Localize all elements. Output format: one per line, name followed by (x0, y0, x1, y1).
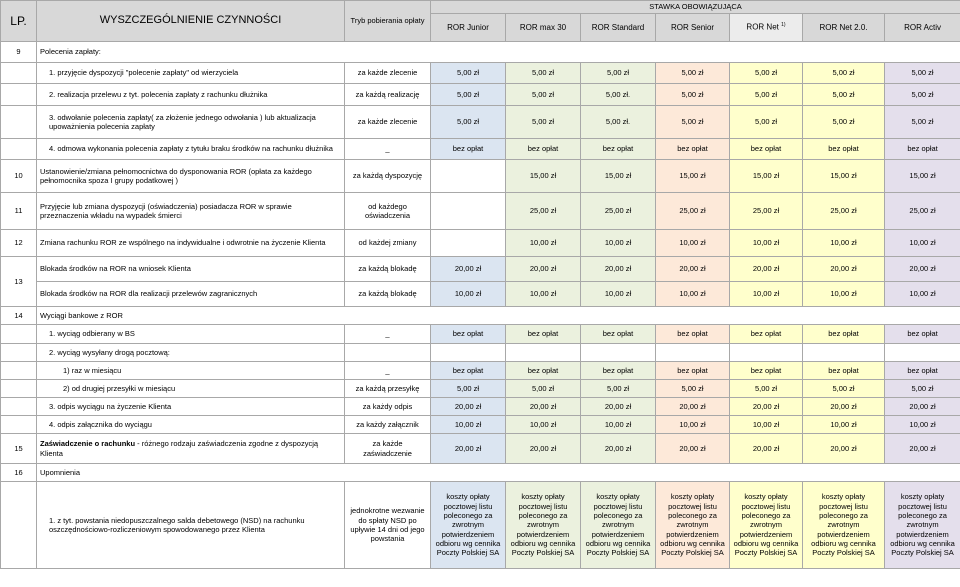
table-row (1, 63, 960, 84)
fee-cell: 15,00 zł (803, 160, 885, 193)
fee-cell: bez opłat (581, 139, 656, 160)
col-ror-senior: ROR Senior (656, 14, 730, 42)
fee-cell: 20,00 zł (506, 434, 581, 464)
fee-cell: 20,00 zł (431, 398, 506, 416)
fee-cell: 5,00 zł (885, 106, 960, 139)
fee-cell: 20,00 zł (803, 398, 885, 416)
fee-cell: bez opłat (803, 325, 885, 344)
lp-9: 9 (1, 42, 37, 63)
fee-cell: 25,00 zł (803, 193, 885, 230)
fee-cell: bez opłat (730, 362, 803, 380)
table-row (1, 84, 960, 106)
section-title-polecenia: Polecenia zapłaty: (37, 42, 960, 63)
fee-cell: 20,00 zł (730, 434, 803, 464)
row-desc: 3. odwołanie polecenia zapłaty( za złożenie jednego odwołania ) lub aktualizacja upoważnienia polecenia zapłaty (37, 106, 345, 139)
fee-cell: 10,00 zł (730, 230, 803, 257)
row-desc: 4. odpis załącznika do wyciągu (37, 416, 345, 434)
fee-cell: 5,00 zł (656, 106, 730, 139)
fee-cell: koszty opłaty pocztowej listu poleconego za zwrotnym potwierdzeniem odbioru wg cennika Poczty Polskiej SA (581, 482, 656, 569)
fee-cell: bez opłat (803, 362, 885, 380)
lp-16: 16 (1, 464, 37, 482)
fee-cell: 20,00 zł (656, 398, 730, 416)
fee-cell: 20,00 zł (730, 398, 803, 416)
fee-cell: 10,00 zł (885, 230, 960, 257)
lp-10: 10 (1, 160, 37, 193)
fee-cell: 5,00 zł (506, 84, 581, 106)
fee-cell: 15,00 zł (885, 160, 960, 193)
lp-15: 15 (1, 434, 37, 464)
fee-cell: koszty opłaty pocztowej listu poleconego za zwrotnym potwierdzeniem odbioru wg cennika Poczty Polskiej SA (730, 482, 803, 569)
fee-cell: koszty opłaty pocztowej listu poleconego za zwrotnym potwierdzeniem odbioru wg cennika Poczty Polskiej SA (506, 482, 581, 569)
fee-cell: 20,00 zł (506, 257, 581, 282)
fee-cell: 5,00 zł (730, 63, 803, 84)
row-desc: Blokada środków na ROR na wniosek Klienta (37, 257, 345, 282)
fee-cell: 5,00 zł (803, 380, 885, 398)
table-row (1, 416, 960, 434)
row-desc: 1) raz w miesiącu (37, 362, 345, 380)
row-mode: _ (345, 362, 431, 380)
row-desc-rest: - różnego rodzaju zaświadczenia zgodne z dyspozycją Klienta (40, 439, 319, 458)
row-mode: za każdy załącznik (345, 416, 431, 434)
row-mode: _ (345, 325, 431, 344)
lp-14: 14 (1, 307, 37, 325)
fee-cell: 5,00 zł (730, 84, 803, 106)
row-mode: za każdy odpis (345, 398, 431, 416)
table-row (1, 282, 960, 307)
row-mode: za każde zaświadczenie (345, 434, 431, 464)
row-mode: za każdą blokadę (345, 257, 431, 282)
fee-cell: 15,00 zł (506, 160, 581, 193)
row-mode: za każdą realizację (345, 84, 431, 106)
table-row (1, 380, 960, 398)
fee-cell: 5,00 zł (803, 106, 885, 139)
fee-cell: bez opłat (885, 139, 960, 160)
fee-cell: 10,00 zł (730, 282, 803, 307)
fee-cell: 10,00 zł (506, 230, 581, 257)
fee-cell: 15,00 zł (581, 160, 656, 193)
fee-cell: 25,00 zł (581, 193, 656, 230)
fee-cell: 10,00 zł (803, 282, 885, 307)
fee-cell: 20,00 zł (506, 398, 581, 416)
fee-cell: 5,00 zł (506, 106, 581, 139)
fee-cell: bez opłat (431, 362, 506, 380)
section-title-wyciagi: Wyciągi bankowe z ROR (37, 307, 960, 325)
fee-cell: 25,00 zł (730, 193, 803, 230)
col-ror-activ: ROR Activ (885, 14, 960, 42)
fee-cell: 20,00 zł (581, 398, 656, 416)
fee-cell: bez opłat (581, 362, 656, 380)
col-ror-net (730, 14, 803, 42)
fee-cell: 20,00 zł (730, 257, 803, 282)
row-mode: _ (345, 139, 431, 160)
header-title: WYSZCZEGÓLNIENIE CZYNNOŚCI (37, 1, 345, 42)
fee-cell: 25,00 zł (506, 193, 581, 230)
table-row (1, 160, 960, 193)
table-row (1, 434, 960, 464)
row-desc: Zmiana rachunku ROR ze wspólnego na indywidualne i odwrotnie na życzenie Klienta (37, 230, 345, 257)
fee-cell: 10,00 zł (431, 416, 506, 434)
fee-cell: 5,00 zł (730, 380, 803, 398)
fee-cell: 20,00 zł (885, 398, 960, 416)
row-desc: 2. wyciąg wysyłany drogą pocztową: (37, 344, 345, 362)
fee-cell: 5,00 zł (581, 380, 656, 398)
fee-cell: bez opłat (730, 139, 803, 160)
fee-cell: 20,00 zł (431, 434, 506, 464)
table-row (1, 362, 960, 380)
fee-cell: 10,00 zł (506, 416, 581, 434)
fee-cell: koszty opłaty pocztowej listu poleconego za zwrotnym potwierdzeniem odbioru wg cennika Poczty Polskiej SA (431, 482, 506, 569)
fee-cell: bez opłat (506, 139, 581, 160)
fee-cell: 15,00 zł (730, 160, 803, 193)
fee-cell: 25,00 zł (885, 193, 960, 230)
row-mode: od każdej zmiany (345, 230, 431, 257)
fee-cell: 10,00 zł (803, 416, 885, 434)
fee-cell: 20,00 zł (581, 434, 656, 464)
row-mode: jednokrotne wezwanie do spłaty NSD po upływie 14 dni od jego powstania (345, 482, 431, 569)
fee-cell: 10,00 zł (730, 416, 803, 434)
table-row (1, 325, 960, 344)
fee-cell: 10,00 zł (656, 230, 730, 257)
row-desc: 1. wyciąg odbierany w BS (37, 325, 345, 344)
header-lp: LP. (1, 1, 37, 42)
fee-cell: 5,00 zł (431, 84, 506, 106)
row-mode: za każdą dyspozycję (345, 160, 431, 193)
fee-cell: 10,00 zł (656, 282, 730, 307)
table-row (1, 257, 960, 282)
fee-cell: bez opłat (885, 325, 960, 344)
table-row (1, 139, 960, 160)
row-mode: za każdą blokadę (345, 282, 431, 307)
row-desc (37, 434, 345, 464)
fee-cell: 5,00 zł (656, 380, 730, 398)
fee-cell: 5,00 zł (803, 63, 885, 84)
fee-cell: bez opłat (885, 362, 960, 380)
fee-cell: 5,00 zł (803, 84, 885, 106)
fee-cell: 5,00 zł (506, 63, 581, 84)
lp-13: 13 (1, 257, 37, 307)
fee-cell: 5,00 zł (656, 84, 730, 106)
row-desc: Przyjęcie lub zmiana dyspozycji (oświadczenia) posiadacza ROR w sprawie przeznaczenia wkładu na wypadek śmierci (37, 193, 345, 230)
table-row (1, 106, 960, 139)
table-row (1, 482, 960, 569)
fee-cell: 10,00 zł (431, 282, 506, 307)
header-mode: Tryb pobierania opłaty (345, 1, 431, 42)
fee-cell: 10,00 zł (581, 230, 656, 257)
table-row (1, 344, 960, 362)
fee-cell: 20,00 zł (656, 434, 730, 464)
lp-11: 11 (1, 193, 37, 230)
row-desc-bold: Zaświadczenie o rachunku (40, 439, 136, 449)
fee-cell: 20,00 zł (803, 434, 885, 464)
fee-cell: koszty opłaty pocztowej listu poleconego za zwrotnym potwierdzeniem odbioru wg cennika Poczty Polskiej SA (803, 482, 885, 569)
fee-cell: 10,00 zł (506, 282, 581, 307)
row-desc: 1. z tyt. powstania niedopuszczalnego salda debetowego (NSD) na rachunku oszczędnościowo-rozliczeniowym spowodowanego przez Klienta (37, 482, 345, 569)
fee-cell: 25,00 zł (656, 193, 730, 230)
fee-cell: 5,00 zł (431, 63, 506, 84)
fee-cell: 5,00 zł (581, 63, 656, 84)
fee-cell: bez opłat (581, 325, 656, 344)
fee-cell: 10,00 zł (581, 282, 656, 307)
fee-cell: 20,00 zł (885, 434, 960, 464)
fee-cell: 20,00 zł (431, 257, 506, 282)
row-desc: 2) od drugiej przesyłki w miesiącu (37, 380, 345, 398)
fee-cell: 10,00 zł (803, 230, 885, 257)
fee-cell: 5,00 zł (431, 380, 506, 398)
col-ror-net2: ROR Net 2.0. (803, 14, 885, 42)
col-ror-standard: ROR Standard (581, 14, 656, 42)
row-desc: 2. realizacja przelewu z tyt. polecenia zapłaty z rachunku dłużnika (37, 84, 345, 106)
row-desc: Ustanowienie/zmiana pełnomocnictwa do dysponowania ROR (opłata za każdego pełnomocnika spoza I grupy podatkowej ) (37, 160, 345, 193)
header-group: STAWKA OBOWIĄZUJĄCA (431, 1, 960, 14)
row-mode: za każde zlecenie (345, 106, 431, 139)
fee-cell: 5,00 zł (431, 106, 506, 139)
fee-cell: bez opłat (730, 325, 803, 344)
fee-cell: 5,00 zł (885, 63, 960, 84)
fee-cell: bez opłat (431, 139, 506, 160)
fee-cell: bez opłat (656, 139, 730, 160)
fee-cell: 10,00 zł (885, 282, 960, 307)
fee-cell: 5,00 zł (885, 84, 960, 106)
fee-cell: bez opłat (803, 139, 885, 160)
fee-cell: 5,00 zł (656, 63, 730, 84)
section-title-upomnienia: Upomnienia (37, 464, 960, 482)
fee-cell: bez opłat (506, 325, 581, 344)
fee-cell: bez opłat (656, 362, 730, 380)
row-desc: 3. odpis wyciągu na życzenie Klienta (37, 398, 345, 416)
col-ror-net-footnote: 1) (781, 22, 786, 29)
row-mode: za każdą przesyłkę (345, 380, 431, 398)
fee-cell: 15,00 zł (656, 160, 730, 193)
fee-cell: 20,00 zł (885, 257, 960, 282)
fee-cell: 5,00 zł (506, 380, 581, 398)
fee-cell: bez opłat (656, 325, 730, 344)
fee-cell: 5,00 zł. (581, 84, 656, 106)
fee-cell: 10,00 zł (581, 416, 656, 434)
fee-cell: 5,00 zł (885, 380, 960, 398)
fee-cell: 10,00 zł (885, 416, 960, 434)
fee-cell: 20,00 zł (581, 257, 656, 282)
table-row (1, 193, 960, 230)
fee-cell: bez opłat (431, 325, 506, 344)
fee-cell: 5,00 zł. (581, 106, 656, 139)
fee-cell: 20,00 zł (803, 257, 885, 282)
lp-12: 12 (1, 230, 37, 257)
fee-cell: 10,00 zł (656, 416, 730, 434)
table-row (1, 230, 960, 257)
row-desc: 1. przyjęcie dyspozycji "polecenie zapłaty" od wierzyciela (37, 63, 345, 84)
fee-cell: 5,00 zł (730, 106, 803, 139)
row-desc: Blokada środków na ROR dla realizacji przelewów zagranicznych (37, 282, 345, 307)
col-ror-max30: ROR max 30 (506, 14, 581, 42)
col-ror-net-label: ROR Net (746, 22, 779, 32)
fee-cell: 20,00 zł (656, 257, 730, 282)
fee-cell: bez opłat (506, 362, 581, 380)
row-desc: 4. odmowa wykonania polecenia zapłaty z tytułu braku środków na rachunku dłużnika (37, 139, 345, 160)
table-row (1, 398, 960, 416)
fee-cell: koszty opłaty pocztowej listu poleconego za zwrotnym potwierdzeniem odbioru wg cennika Poczty Polskiej SA (656, 482, 730, 569)
col-ror-junior: ROR Junior (431, 14, 506, 42)
fee-cell: koszty opłaty pocztowej listu poleconego za zwrotnym potwierdzeniem odbioru wg cennika Poczty Polskiej SA (885, 482, 960, 569)
row-mode: za każde zlecenie (345, 63, 431, 84)
row-mode: od każdego oświadczenia (345, 193, 431, 230)
